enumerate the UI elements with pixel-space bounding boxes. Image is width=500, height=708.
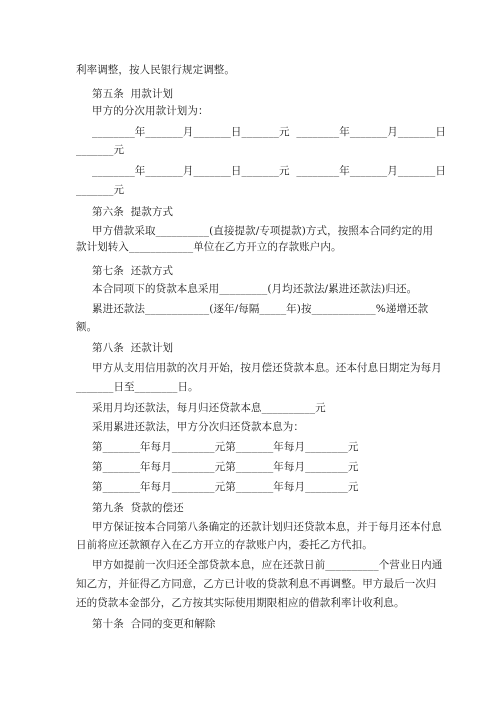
article-heading: 第九条 贷款的偿还 bbox=[92, 502, 184, 514]
fill-in-line: ________年_______月_______日_______元 ________年_______月_______日 bbox=[92, 165, 446, 177]
fill-in-line: _______元 bbox=[76, 184, 125, 196]
article-heading: 第七条 还款方式 bbox=[92, 265, 174, 277]
fill-in-line: _______元 bbox=[76, 144, 125, 156]
text-line: 甲方如提前一次归还全部贷款本息，应在还款日前__________个营业日内通 bbox=[92, 559, 443, 571]
text-line: 日前将应还款额存入在乙方开立的存款账户内，委托乙方代扣。 bbox=[76, 539, 373, 551]
fill-in-line: 第_______年每月________元第_______年每月________元 bbox=[92, 441, 359, 453]
text-line: 甲方的分次用款计划为： bbox=[92, 105, 209, 117]
text-line: 知乙方，并征得乙方同意，乙方已计收的贷款利息不再调整。甲方最后一次归 bbox=[76, 578, 437, 590]
article-heading: 第八条 还款计划 bbox=[92, 342, 174, 354]
text-line: 本合同项下的贷款本息采用_________(月均还款法/累进还款法)归还。 bbox=[92, 283, 418, 295]
fill-in-line: 第_______年每月________元第_______年每月________元 bbox=[92, 481, 359, 493]
fill-in-line: _______日至________日。 bbox=[76, 381, 199, 393]
text-line: 甲方保证按本合同第八条确定的还款计划归还贷款本息，并于每月还本付息 bbox=[92, 521, 442, 533]
fill-in-line: 第_______年每月________元第_______年每月________元 bbox=[92, 461, 359, 473]
article-heading: 第五条 用款计划 bbox=[92, 88, 174, 100]
article-heading: 第六条 提款方式 bbox=[92, 206, 174, 218]
text-line: 利率调整，按人民银行规定调整。 bbox=[76, 64, 235, 76]
text-line: 还的贷款本金部分，乙方按其实际使用期限相应的借款利率计收利息。 bbox=[76, 597, 405, 609]
text-line: 款计划转入____________单位在乙方开立的存款账户内。 bbox=[76, 241, 342, 253]
text-line: 累进还款法____________(逐年/每隔_____年)按____________%递增还款 bbox=[92, 303, 429, 315]
text-line: 采用月均还款法，每月归还贷款本息__________元 bbox=[92, 402, 326, 414]
text-line: 甲方从支用信用款的次月开始，按月偿还贷款本息。还本付息日期定为每月 bbox=[92, 362, 442, 374]
text-line: 额。 bbox=[76, 321, 98, 333]
fill-in-line: ________年_______月_______日_______元 ________年_______月_______日 bbox=[92, 126, 446, 138]
text-line: 采用累进还款法，甲方分次归还贷款本息为： bbox=[92, 421, 304, 433]
text-line: 甲方借款采取__________(直接提款/专项提款)方式，按照本合同约定的用 bbox=[92, 225, 434, 237]
article-heading: 第十条 合同的变更和解除 bbox=[92, 618, 216, 630]
